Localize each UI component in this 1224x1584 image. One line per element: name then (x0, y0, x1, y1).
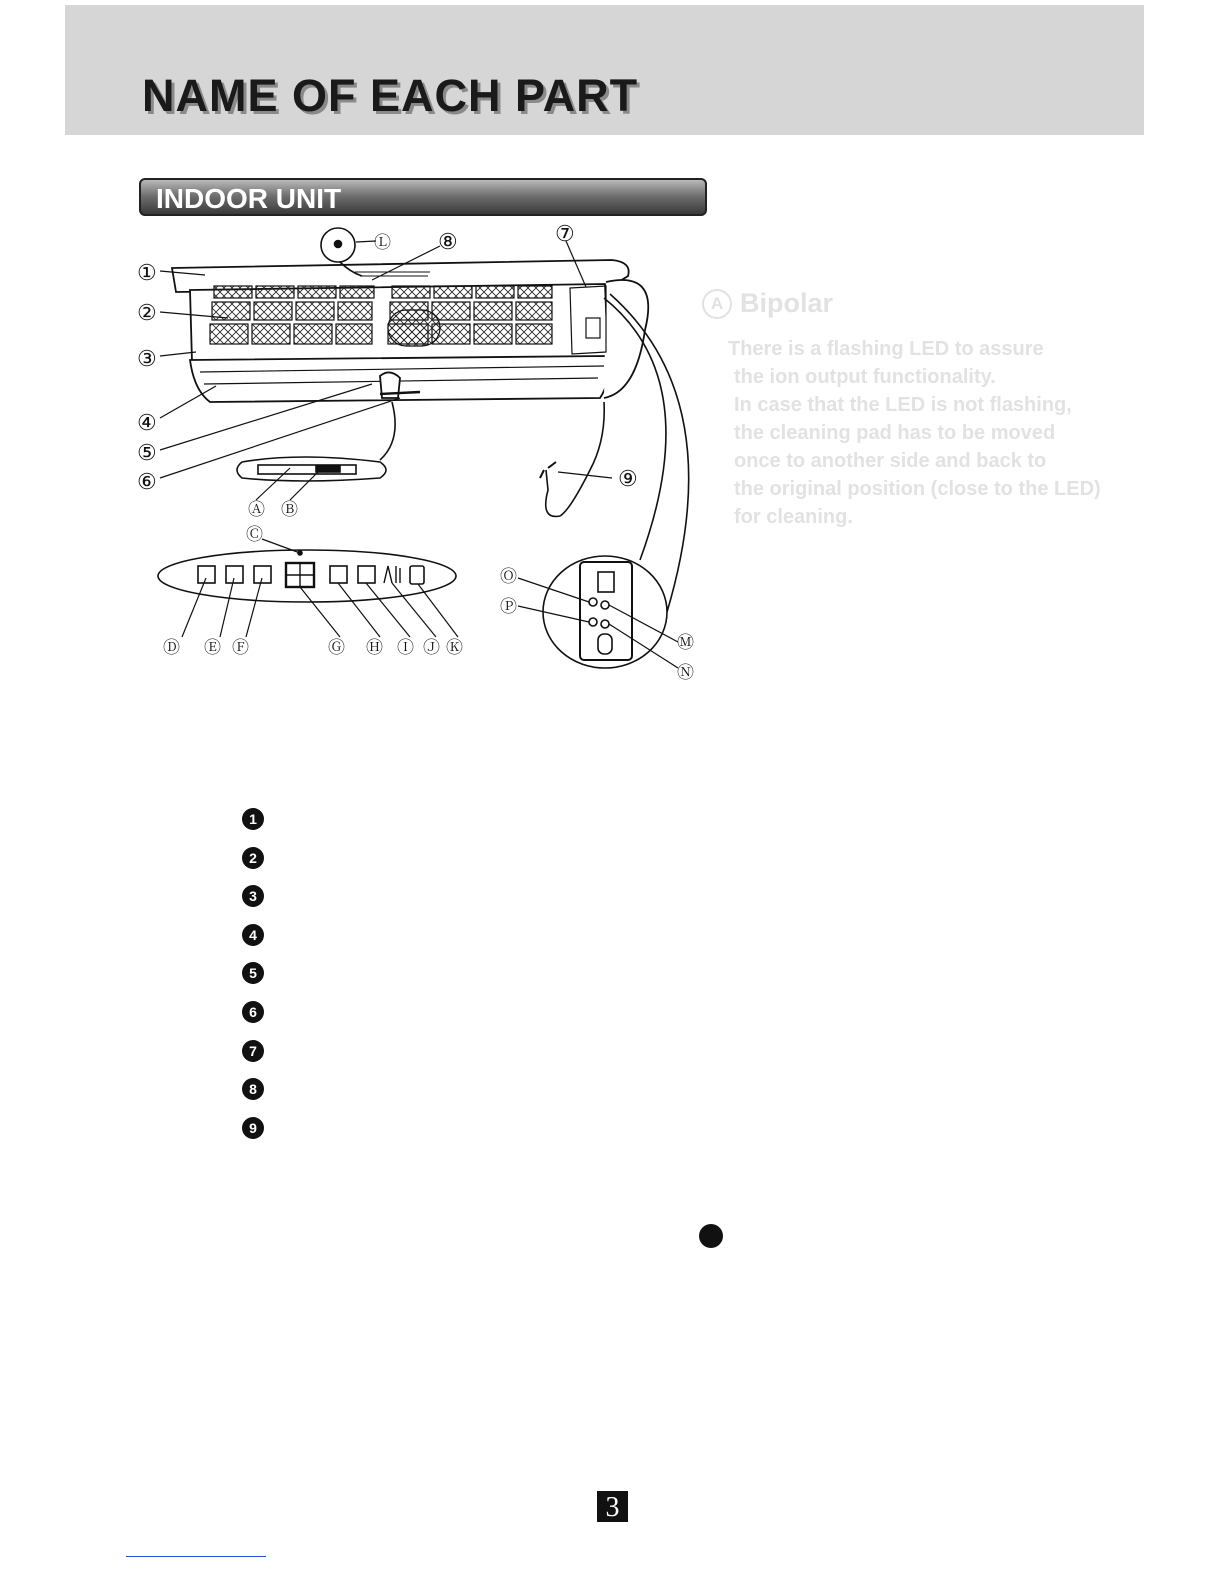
bipolar-line: once to another side and back to (734, 450, 1047, 472)
callout-7: ⑦ (555, 222, 575, 247)
section-banner (139, 178, 707, 216)
indoor-unit-diagram (130, 218, 710, 688)
callout-e: Ⓔ (204, 638, 221, 658)
callout-k: Ⓚ (446, 638, 463, 658)
callout-a: Ⓐ (248, 500, 265, 520)
part-number-badge: 1 (242, 808, 264, 830)
list-item (242, 847, 264, 886)
callout-m: Ⓜ (677, 633, 694, 653)
callout-g: Ⓖ (328, 638, 345, 658)
page-title: NAME OF EACH PART (142, 70, 639, 121)
callout-o: Ⓞ (500, 567, 517, 587)
callout-l: Ⓛ (374, 233, 391, 253)
callout-2: ② (137, 301, 157, 326)
display-inset (237, 402, 395, 481)
list-item (242, 885, 264, 924)
part-number-badge: 9 (242, 1117, 264, 1139)
callout-i: Ⓘ (397, 638, 414, 658)
bullet-dot (699, 1224, 723, 1248)
callout-4: ④ (137, 411, 157, 436)
bipolar-line: the ion output functionality. (734, 366, 996, 388)
bipolar-note (702, 288, 1142, 531)
part-number-badge: 8 (242, 1078, 264, 1100)
callout-5: ⑤ (137, 441, 157, 466)
bipolar-heading (702, 288, 1142, 319)
callout-1: ① (137, 261, 157, 286)
callout-9: ⑨ (618, 467, 638, 492)
callout-h: Ⓗ (366, 638, 383, 658)
list-item (242, 808, 264, 847)
callout-c: Ⓒ (246, 525, 263, 545)
callout-n: Ⓝ (677, 663, 694, 683)
part-number-badge: 3 (242, 885, 264, 907)
callout-3: ③ (137, 347, 157, 372)
callout-j: Ⓙ (423, 638, 440, 658)
section-title: INDOOR UNIT (156, 183, 342, 214)
list-item (242, 1078, 264, 1117)
bipolar-line: There is a flashing LED to assure (728, 338, 1044, 360)
callout-p: Ⓟ (500, 597, 517, 617)
bipolar-title: Bipolar (740, 288, 834, 318)
list-item (242, 924, 264, 963)
part-number-badge: 2 (242, 847, 264, 869)
bipolar-line: for cleaning. (734, 506, 853, 528)
display-panel (158, 550, 456, 602)
callout-f: Ⓕ (232, 638, 249, 658)
parts-list (242, 808, 264, 1155)
callout-8: ⑧ (438, 230, 458, 255)
bipolar-line: In case that the LED is not flashing, (734, 394, 1072, 416)
callout-6: ⑥ (137, 470, 157, 495)
bipolar-line: the cleaning pad has to be moved (734, 422, 1056, 444)
page-number: 3 (597, 1491, 628, 1522)
list-item (242, 1117, 264, 1156)
list-item (242, 1040, 264, 1079)
callout-b: Ⓑ (281, 500, 298, 520)
part-number-badge: 6 (242, 1001, 264, 1023)
list-item (242, 962, 264, 1001)
part-number-badge: 5 (242, 962, 264, 984)
bipolar-mark: A (702, 289, 732, 319)
power-cord (540, 402, 604, 516)
part-number-badge: 4 (242, 924, 264, 946)
part-number-badge: 7 (242, 1040, 264, 1062)
bipolar-line: the original position (close to the LED) (734, 478, 1101, 500)
callout-d: Ⓓ (163, 638, 180, 658)
footer-rule (126, 1556, 266, 1557)
list-item (242, 1001, 264, 1040)
